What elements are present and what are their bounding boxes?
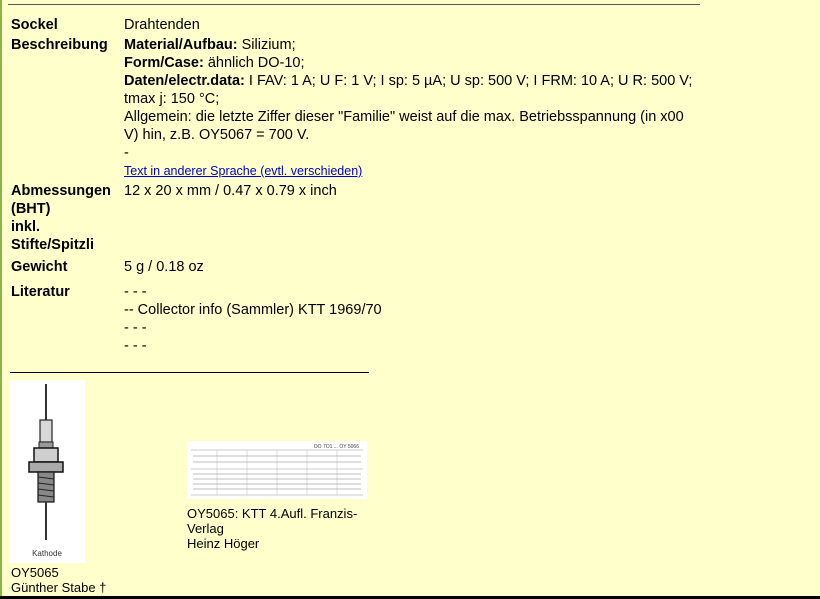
label-beschreibung: Beschreibung [11,37,108,53]
label-literatur: Literatur [11,284,70,300]
kathode-label: Kathode [32,549,62,558]
value-literatur [124,278,699,355]
form-line: Form/Case: ähnlich DO-10; [124,55,305,71]
left-border [0,0,2,599]
scan-header: OO 7O1 ... OY 5066 [313,444,359,450]
label-abmessungen: Abmessungen (BHT) inkl. Stifte/Spitzli [11,183,111,253]
label-sockel: Sockel [11,17,58,33]
scan-caption: OY5065: KTT 4.Aufl. Franzis- Verlag Heinz Höger [187,506,358,551]
top-divider [8,4,700,5]
dash-line: - [124,145,129,161]
properties-table [8,14,702,357]
row-abmessungen [11,182,699,254]
value-beschreibung [124,36,699,180]
row-gewicht [11,256,699,276]
value-gewicht: 5 g / 0.18 oz [124,259,204,275]
datasheet-scan[interactable] [187,441,367,499]
value-abmessungen: 12 x 20 x mm / 0.47 x 0.79 x inch [124,183,337,199]
other-language-link[interactable]: Text in anderer Sprache (evtl. verschieden) [124,164,363,178]
material-line: Material/Aufbau: Silizium; [124,37,296,53]
diode-photo[interactable] [10,380,85,563]
literature-item: - - - [124,338,147,354]
row-sockel [11,16,699,34]
value-sockel: Drahtenden [124,17,200,33]
datasheet-thumbnail [187,441,367,499]
row-beschreibung [11,36,699,180]
literature-item: - - - [124,320,147,336]
photo-caption: OY5065 Günther Stabe † [11,565,107,595]
data-line: Daten/electr.data: I FAV: 1 A; U F: 1 V; I sp: 5 µA; U sp: 500 V; I FRM: 10 A; U R: 500 V; tmax j: 150 °C; [124,73,693,107]
label-gewicht: Gewicht [11,259,68,275]
literature-item: - - - [124,284,147,300]
section-divider [10,372,369,373]
diode-drawing [10,380,85,563]
row-literatur [11,278,699,355]
general-line: Allgemein: die letzte Ziffer dieser "Familie" weist auf die max. Betriebsspannung (in x00 V) hin, z.B. OY5067 = 700 V. [124,109,684,143]
literature-item: -- Collector info (Sammler) KTT 1969/70 [124,302,382,318]
